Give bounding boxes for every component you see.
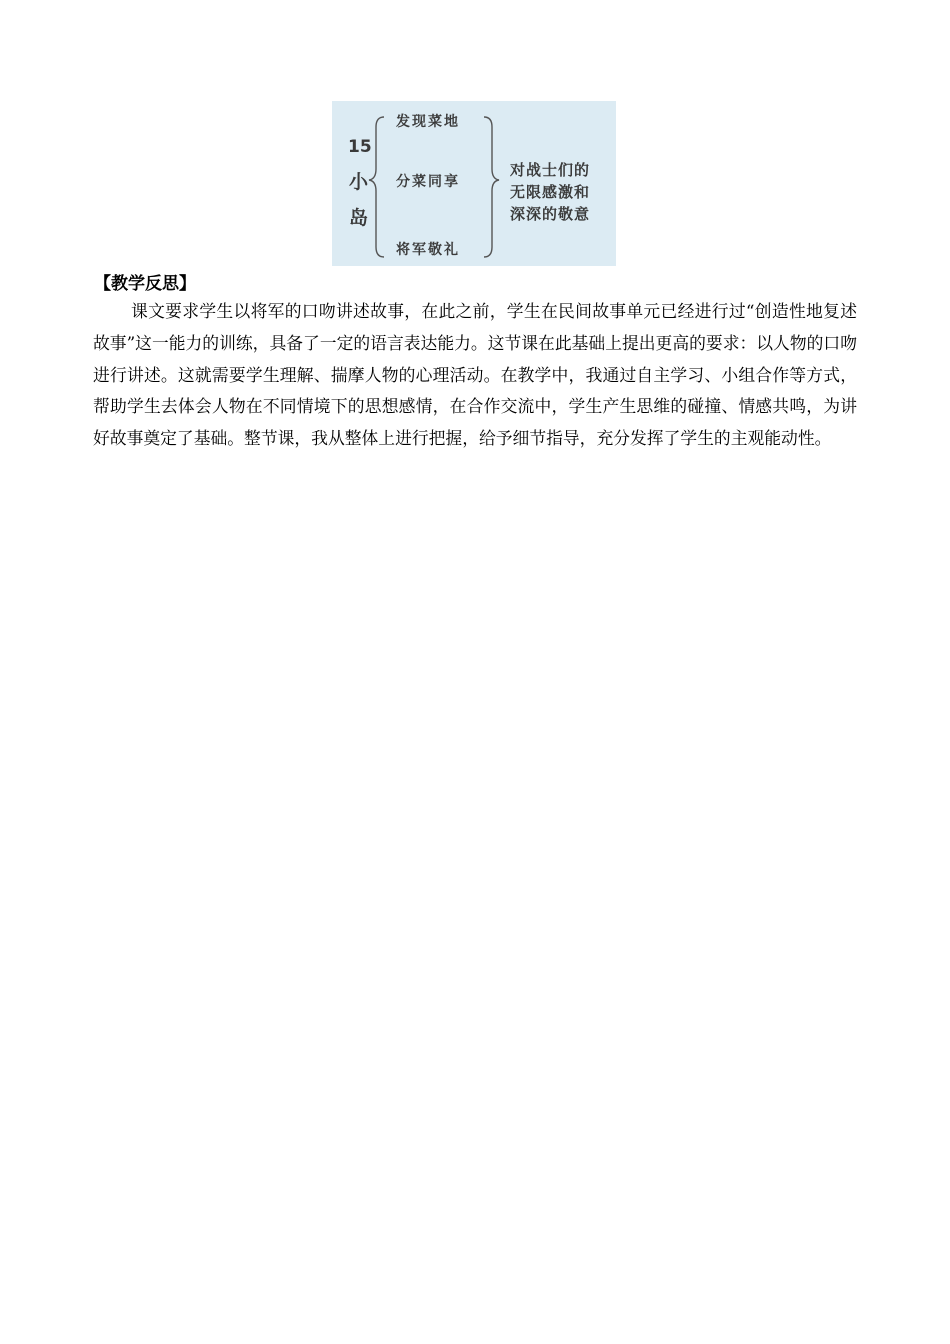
diagram-item-general-salute: 将军敬礼 [396, 242, 460, 258]
reflection-heading: 【教学反思】 [94, 274, 196, 294]
diagram-item-share-vegetables: 分菜同享 [396, 174, 460, 190]
lesson-title-char-1: 小 [349, 171, 369, 193]
conclusion-line-3: 深深的敬意 [510, 205, 591, 223]
reflection-paragraph: 课文要求学生以将军的口吻讲述故事，在此之前，学生在民间故事单元已经进行过“创造性地复述故事”这一能力的训练，具备了一定的语言表达能力。这节课在此基础上提出更高的要求：以人物的口吻进行讲述。这就需要学生理解、揣摩人物的心理活动。在教学中，我通过自主学习、小组合作等方式，帮助学生去体会人物在不同情境下的思想感情，在合作交流中，学生产生思维的碰撞、情感共鸣，为讲好故事奠定了基础。整节课，我从整体上进行把握，给予细节指导，充分发挥了学生的主观能动性。 [93, 301, 857, 449]
right-brace [484, 117, 499, 257]
lesson-number: 15 [348, 137, 372, 157]
diagram-item-discover-field: 发现菜地 [396, 114, 460, 130]
conclusion-line-1: 对战士们的 [510, 161, 591, 179]
lesson-title-char-2: 岛 [349, 207, 369, 229]
blackboard-diagram [332, 101, 616, 266]
conclusion-line-2: 无限感激和 [510, 183, 591, 201]
